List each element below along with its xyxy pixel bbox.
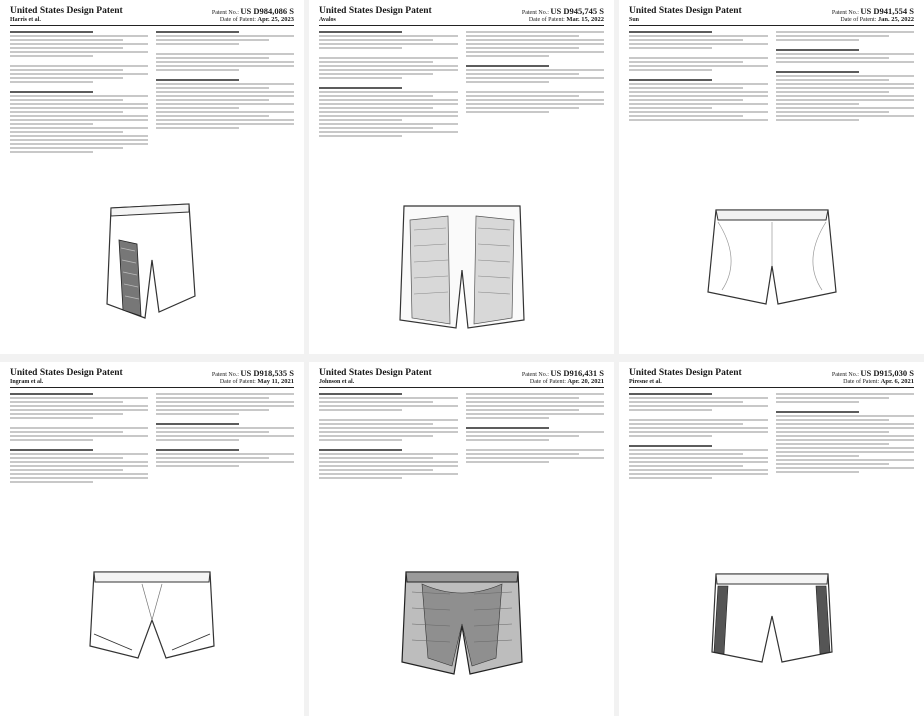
patent-no-label: Patent No.: xyxy=(211,10,239,16)
patent-page-1 xyxy=(0,0,304,354)
date-label: Date of Patent: xyxy=(843,379,880,385)
patent-title: United States Design Patent xyxy=(10,368,123,378)
date-label: Date of Patent: xyxy=(840,17,877,23)
left-column-text xyxy=(629,391,768,569)
patent-no-label: Patent No.: xyxy=(211,372,239,378)
patent-header xyxy=(319,6,604,26)
patent-title: United States Design Patent xyxy=(319,6,432,16)
patent-number: US D984,086 S xyxy=(240,6,294,16)
patent-page-6 xyxy=(619,362,924,716)
left-column-text xyxy=(10,391,148,569)
date-label: Date of Patent: xyxy=(528,17,565,23)
patent-date: Apr. 20, 2021 xyxy=(567,378,604,385)
patent-title: United States Design Patent xyxy=(319,368,432,378)
inventor-name: Piresne et al. xyxy=(629,379,662,385)
inventor-name: Sun xyxy=(629,17,640,23)
patent-no-label: Patent No.: xyxy=(521,372,549,378)
left-column-text xyxy=(629,29,768,207)
patent-body xyxy=(10,391,294,569)
shorts-drawing-icon xyxy=(0,200,304,350)
patent-body xyxy=(319,29,604,207)
patent-number: US D915,030 S xyxy=(860,368,914,378)
shorts-drawing-icon xyxy=(309,200,614,350)
patent-number: US D941,554 S xyxy=(860,6,914,16)
patent-date: May 11, 2021 xyxy=(257,378,294,385)
patent-title: United States Design Patent xyxy=(629,6,742,16)
date-label: Date of Patent: xyxy=(219,17,256,23)
right-column-text xyxy=(156,29,294,207)
shorts-drawing-icon xyxy=(619,562,924,712)
patent-page-4 xyxy=(0,362,304,716)
inventor-name: Harris et al. xyxy=(10,17,41,23)
patent-no-label: Patent No.: xyxy=(831,372,859,378)
patent-number: US D945,745 S xyxy=(550,6,604,16)
inventor-name: Ingram et al. xyxy=(10,379,44,385)
patent-date: Jan. 25, 2022 xyxy=(877,16,914,23)
left-column-text xyxy=(319,391,458,569)
right-column-text xyxy=(466,391,605,569)
patent-header xyxy=(10,6,294,26)
patent-header xyxy=(629,6,914,26)
inventor-name: Johnson et al. xyxy=(319,379,355,385)
date-label: Date of Patent: xyxy=(529,379,566,385)
shorts-drawing-icon xyxy=(309,562,614,712)
patent-number: US D916,431 S xyxy=(550,368,604,378)
shorts-drawing-icon xyxy=(0,562,304,712)
date-label: Date of Patent: xyxy=(219,379,256,385)
patent-title: United States Design Patent xyxy=(629,368,742,378)
patent-header xyxy=(10,368,294,388)
patent-page-3 xyxy=(619,0,924,354)
patent-body xyxy=(10,29,294,207)
patent-no-label: Patent No.: xyxy=(521,10,549,16)
patent-number: US D918,535 S xyxy=(240,368,294,378)
patent-body xyxy=(319,391,604,569)
left-column-text xyxy=(10,29,148,207)
right-column-text xyxy=(776,29,915,207)
patent-header xyxy=(629,368,914,388)
patent-body xyxy=(629,391,914,569)
shorts-drawing-icon xyxy=(619,200,924,350)
patent-page-2 xyxy=(309,0,614,354)
left-column-text xyxy=(319,29,458,207)
right-column-text xyxy=(156,391,294,569)
patent-body xyxy=(629,29,914,207)
patent-header xyxy=(319,368,604,388)
patent-page-5 xyxy=(309,362,614,716)
inventor-name: Avalos xyxy=(319,17,336,23)
right-column-text xyxy=(776,391,915,569)
patent-date: Apr. 25, 2023 xyxy=(257,16,294,23)
patent-title: United States Design Patent xyxy=(10,6,123,16)
patent-no-label: Patent No.: xyxy=(831,10,859,16)
patent-date: Apr. 6, 2021 xyxy=(880,378,914,385)
right-column-text xyxy=(466,29,605,207)
patent-date: Mar. 15, 2022 xyxy=(566,16,604,23)
